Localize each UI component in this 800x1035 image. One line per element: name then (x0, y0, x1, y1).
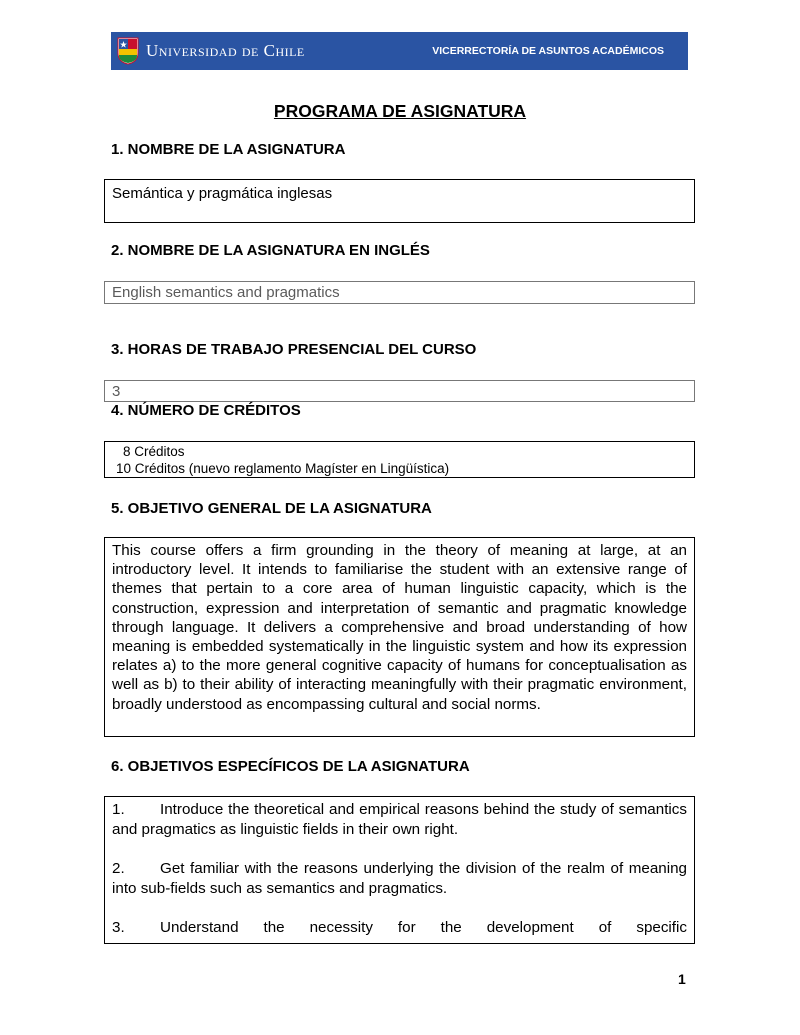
section-4-heading: 4. NÚMERO DE CRÉDITOS (111, 402, 301, 419)
objective-number: 1. (112, 801, 125, 818)
contact-hours: 3 (112, 383, 121, 400)
document-title: PROGRAMA DE ASIGNATURA (273, 101, 527, 121)
course-name-en: English semantics and pragmatics (112, 284, 340, 301)
section-1-heading: 1. NOMBRE DE LA ASIGNATURA (111, 141, 346, 158)
section-3-box (104, 380, 695, 402)
university-name: Universidad de Chile (146, 41, 305, 60)
section-1-box (104, 179, 695, 223)
objective-text: Understand the necessity for the development of specific (160, 919, 687, 936)
section-5-box (104, 537, 695, 737)
specific-objective-2 (105, 840, 694, 899)
objective-text: Introduce the theoretical and empirical reasons behind the study of semantics and pragmatics as linguistic fields in their own right. (112, 801, 687, 838)
header-banner (111, 32, 688, 70)
vicerrectoria-label: VICERRECTORÍA DE ASUNTOS ACADÉMICOS (432, 45, 664, 57)
section-4-box (104, 441, 695, 478)
section-6-heading: 6. OBJETIVOS ESPECÍFICOS DE LA ASIGNATURA (111, 758, 470, 775)
section-2-box (104, 281, 695, 304)
credits-line-2: 10 Créditos (nuevo reglamento Magíster en Lingüística) (116, 461, 450, 476)
section-5-heading: 5. OBJETIVO GENERAL DE LA ASIGNATURA (111, 500, 432, 517)
general-objective-text: This course offers a firm grounding in the theory of meaning at large, at an introductory level. It intends to familiarise the student with an extensive range of themes that pertain to a core area of human linguistic capacity, which is the construction, expression and interpretation of semantic and pragmatic knowledge through language. It delivers a comprehensive and broad understanding of how meaning is embedded systematically in the linguistic system and how its expression relates a) to the more general cognitive capacity of humans for conceptualisation as well as b) to their ability of interacting meaningfully with their pragmatic environment, broadly understood as encompassing cultural and social norms. (112, 542, 687, 713)
objective-number: 2. (112, 860, 125, 877)
credits-line-1: 8 Créditos (123, 444, 185, 459)
specific-objective-3 (105, 899, 694, 938)
specific-objective-1 (105, 797, 694, 840)
university-crest-icon (117, 37, 139, 65)
section-3-heading: 3. HORAS DE TRABAJO PRESENCIAL DEL CURSO (111, 341, 477, 358)
page-number: 1 (678, 971, 686, 987)
objective-text: Get familiar with the reasons underlying the division of the realm of meaning into sub-fields such as semantics and pragmatics. (112, 860, 687, 897)
section-6-box (104, 796, 695, 944)
course-name-es: Semántica y pragmática inglesas (112, 185, 333, 202)
objective-number: 3. (112, 919, 125, 936)
section-2-heading: 2. NOMBRE DE LA ASIGNATURA EN INGLÉS (111, 242, 430, 259)
